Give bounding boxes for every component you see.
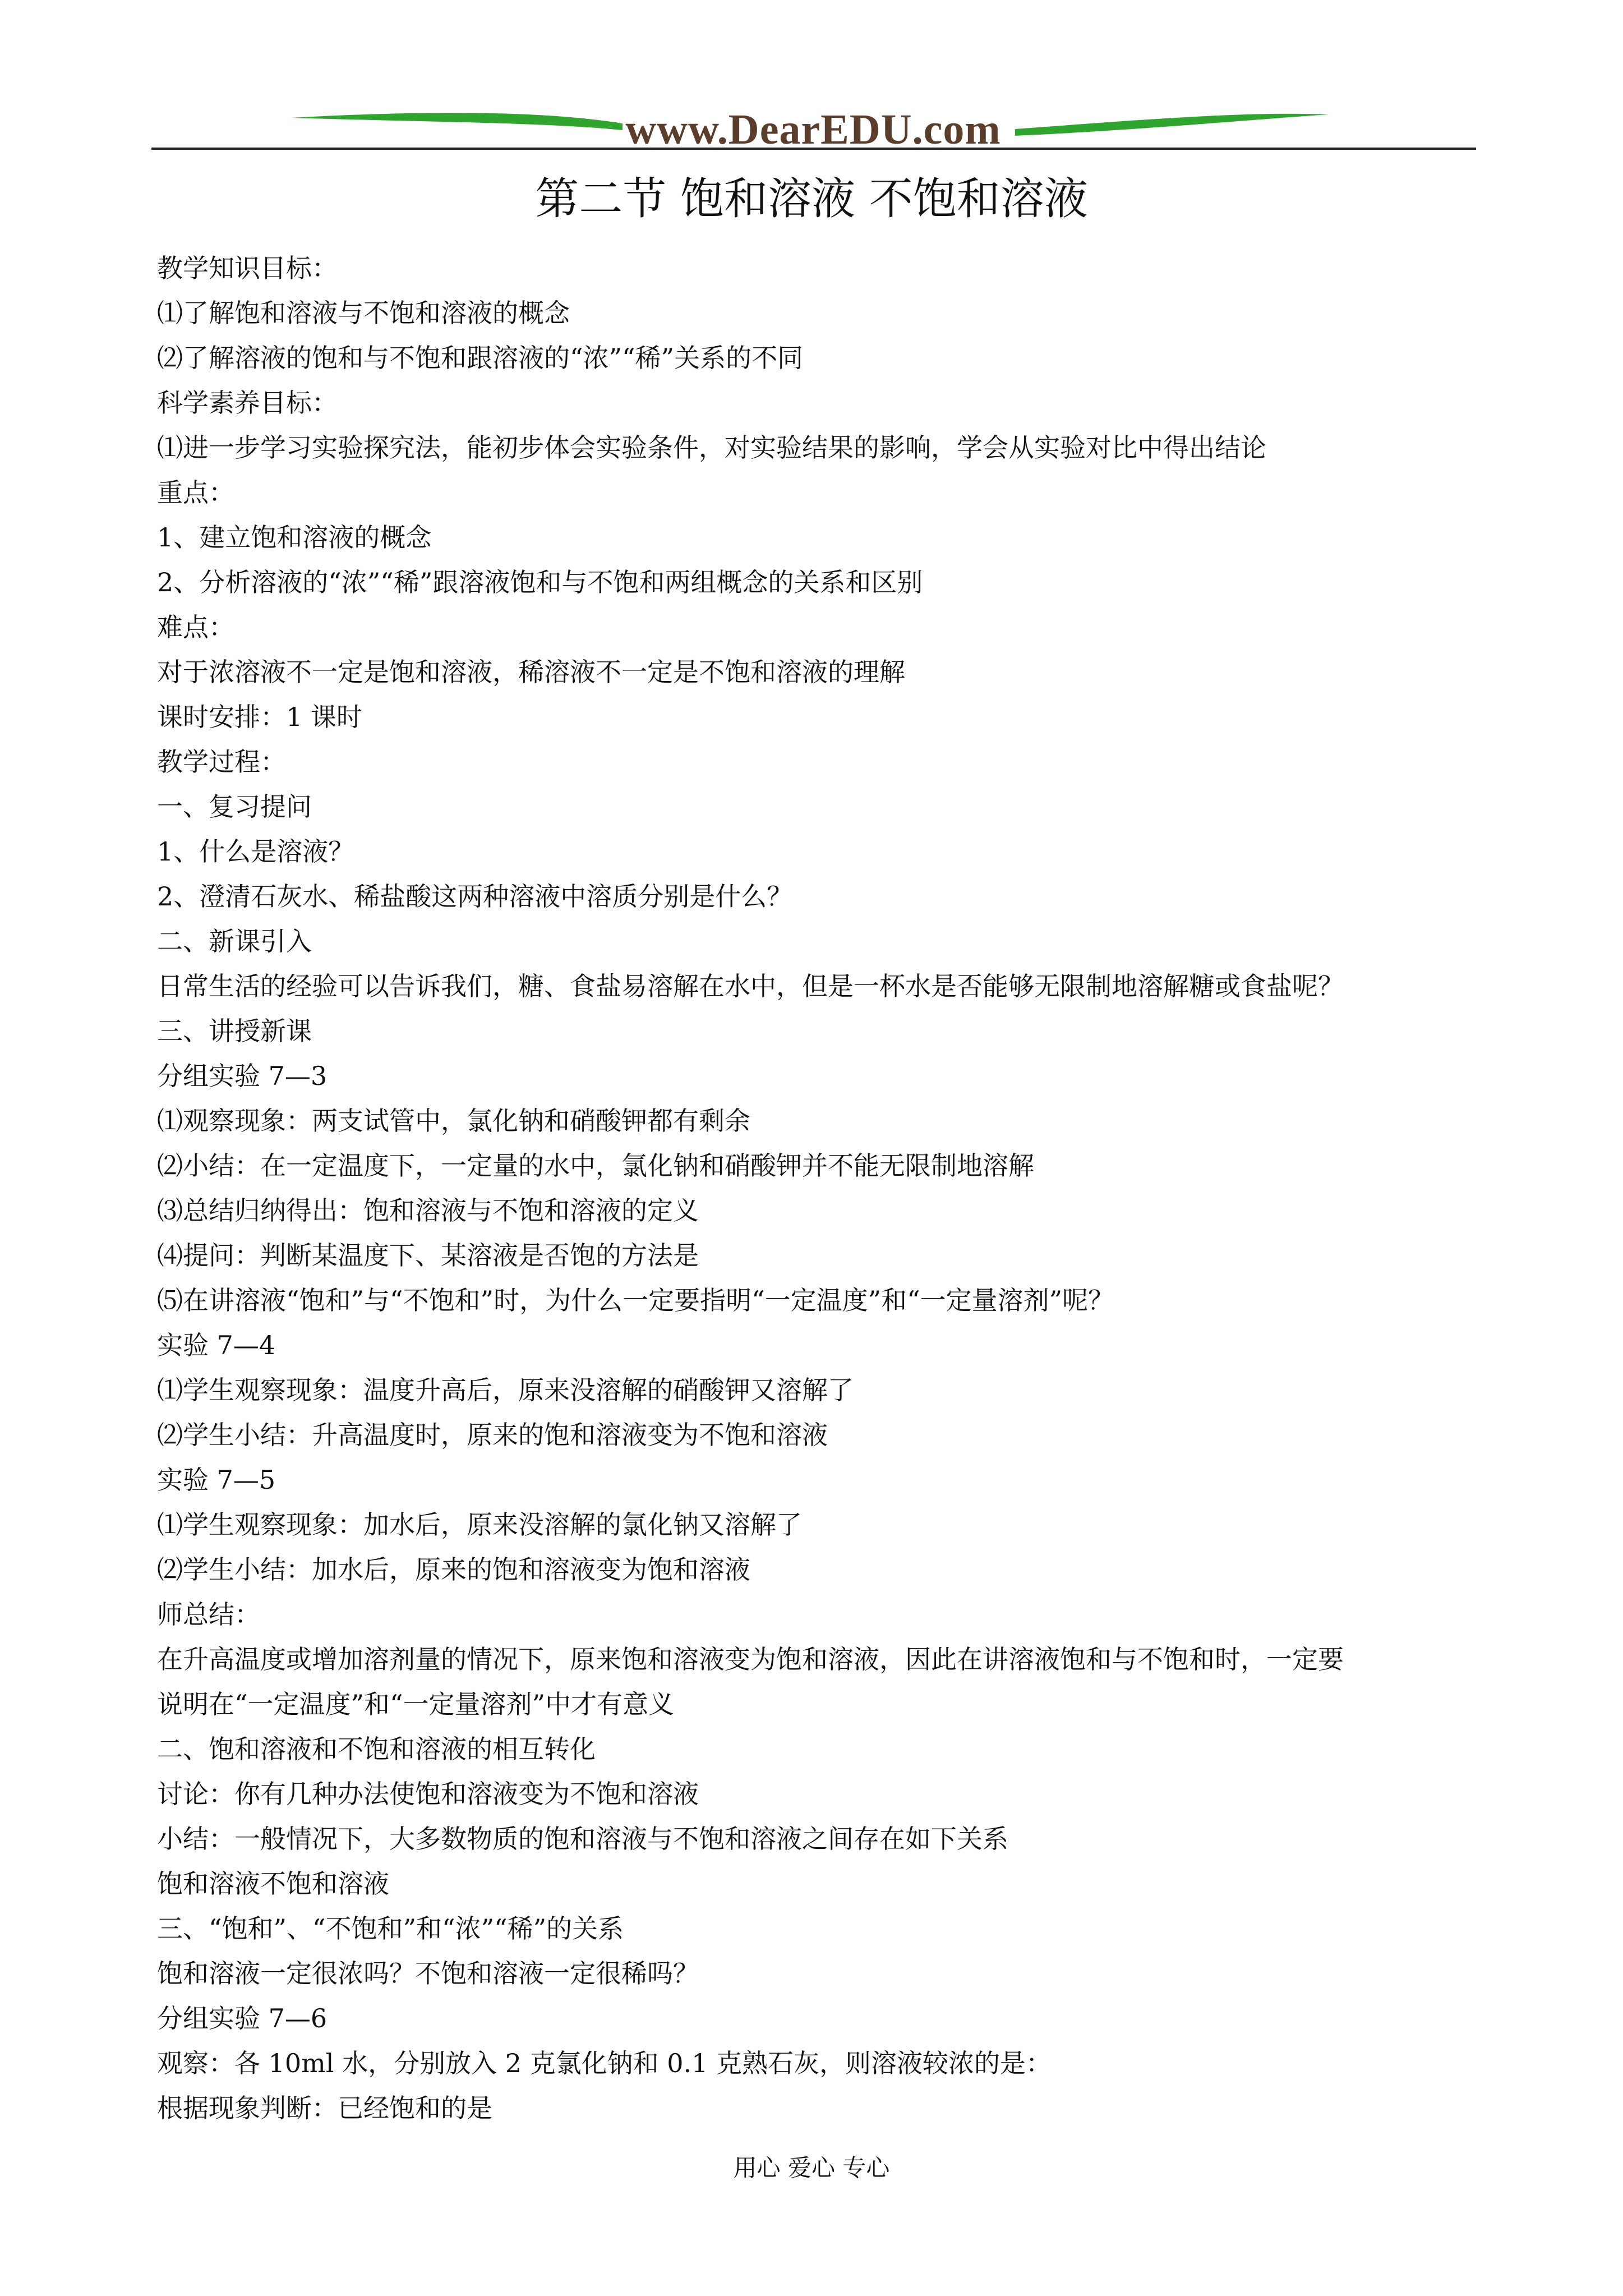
- site-logo[interactable]: www.DearEDU.com: [625, 106, 1001, 153]
- text-line: 对于浓溶液不一定是饱和溶液，稀溶液不一定是不饱和溶液的理解: [157, 657, 905, 687]
- text-line: 分组实验 7—3: [157, 1061, 328, 1091]
- text-line: 实验 7—4: [157, 1330, 276, 1360]
- text-line: 三、讲授新课: [157, 1016, 312, 1046]
- text-line: 课时安排：1 课时: [157, 702, 362, 732]
- text-line: 三、“饱和”、“不饱和”和“浓”“稀”的关系: [157, 1913, 624, 1944]
- text-line: 2、分析溶液的“浓”“稀”跟溶液饱和与不饱和两组概念的关系和区别: [157, 567, 923, 597]
- text-line: 观察：各 10ml 水，分别放入 2 克氯化钠和 0.1 克熟石灰，则溶液较浓的是：: [157, 2048, 1052, 2078]
- text-line: ⑸在讲溶液“饱和”与“不饱和”时，为什么一定要指明“一定温度”和“一定量溶剂”呢？: [157, 1285, 1114, 1315]
- text-line: ⑵学生小结：升高温度时，原来的饱和溶液变为不饱和溶液: [157, 1420, 828, 1450]
- text-line: 小结：一般情况下，大多数物质的饱和溶液与不饱和溶液之间存在如下关系: [157, 1824, 1008, 1854]
- text-line: 实验 7—5: [157, 1465, 276, 1495]
- text-line: 重点：: [157, 477, 234, 508]
- text-line: 在升高温度或增加溶剂量的情况下，原来饱和溶液变为饱和溶液，因此在讲溶液饱和与不饱和时，一定要: [157, 1644, 1344, 1674]
- text-line: 难点：: [157, 612, 234, 642]
- text-line: 饱和溶液不饱和溶液: [157, 1869, 389, 1899]
- text-line: 1、建立饱和溶液的概念: [157, 522, 432, 553]
- text-line: ⑷提问：判断某温度下、某溶液是否饱的方法是: [157, 1240, 699, 1271]
- text-line: 教学知识目标：: [157, 253, 338, 283]
- text-line: 一、复习提问: [157, 792, 312, 822]
- text-line: ⑵学生小结：加水后，原来的饱和溶液变为饱和溶液: [157, 1554, 750, 1585]
- text-line: 2、澄清石灰水、稀盐酸这两种溶液中溶质分别是什么？: [157, 881, 793, 912]
- text-line: ⑵小结：在一定温度下，一定量的水中，氯化钠和硝酸钾并不能无限制地溶解: [157, 1151, 1034, 1181]
- text-line: 二、新课引入: [157, 926, 312, 956]
- text-line: ⑵了解溶液的饱和与不饱和跟溶液的“浓”“稀”关系的不同: [157, 343, 804, 373]
- text-line: 根据现象判断：已经饱和的是: [157, 2093, 492, 2123]
- text-line: 讨论：你有几种办法使饱和溶液变为不饱和溶液: [157, 1779, 699, 1809]
- text-line: 教学过程：: [157, 747, 286, 777]
- site-header: [151, 95, 1475, 168]
- page-footer: 用心 爱心 专心: [733, 2154, 890, 2182]
- text-line: ⑴学生观察现象：温度升高后，原来没溶解的硝酸钾又溶解了: [157, 1375, 854, 1405]
- text-line: ⑶总结归纳得出：饱和溶液与不饱和溶液的定义: [157, 1195, 699, 1226]
- text-line: 师总结：: [157, 1599, 260, 1630]
- header-divider: [151, 148, 1476, 150]
- text-line: ⑴了解饱和溶液与不饱和溶液的概念: [157, 298, 570, 328]
- lesson-body: [157, 246, 1481, 2131]
- text-line: 科学素养目标：: [157, 388, 338, 418]
- text-line: ⑴观察现象：两支试管中，氯化钠和硝酸钾都有剩余: [157, 1106, 750, 1136]
- text-line: 饱和溶液一定很浓吗？不饱和溶液一定很稀吗？: [157, 1958, 699, 1989]
- text-line: 1、什么是溶液？: [157, 836, 354, 867]
- page-title: 第二节 饱和溶液 不饱和溶液: [535, 174, 1088, 224]
- text-line: ⑴学生观察现象：加水后，原来没溶解的氯化钠又溶解了: [157, 1510, 802, 1540]
- text-line: ⑴进一步学习实验探究法，能初步体会实验条件，对实验结果的影响，学会从实验对比中得出结论: [157, 432, 1266, 463]
- text-line: 分组实验 7—6: [157, 2003, 328, 2033]
- text-line: 日常生活的经验可以告诉我们，糖、食盐易溶解在水中，但是一杯水是否能够无限制地溶解糖或食盐呢？: [157, 971, 1344, 1001]
- text-line: 二、饱和溶液和不饱和溶液的相互转化: [157, 1734, 596, 1764]
- text-line: 说明在“一定温度”和“一定量溶剂”中才有意义: [157, 1689, 675, 1719]
